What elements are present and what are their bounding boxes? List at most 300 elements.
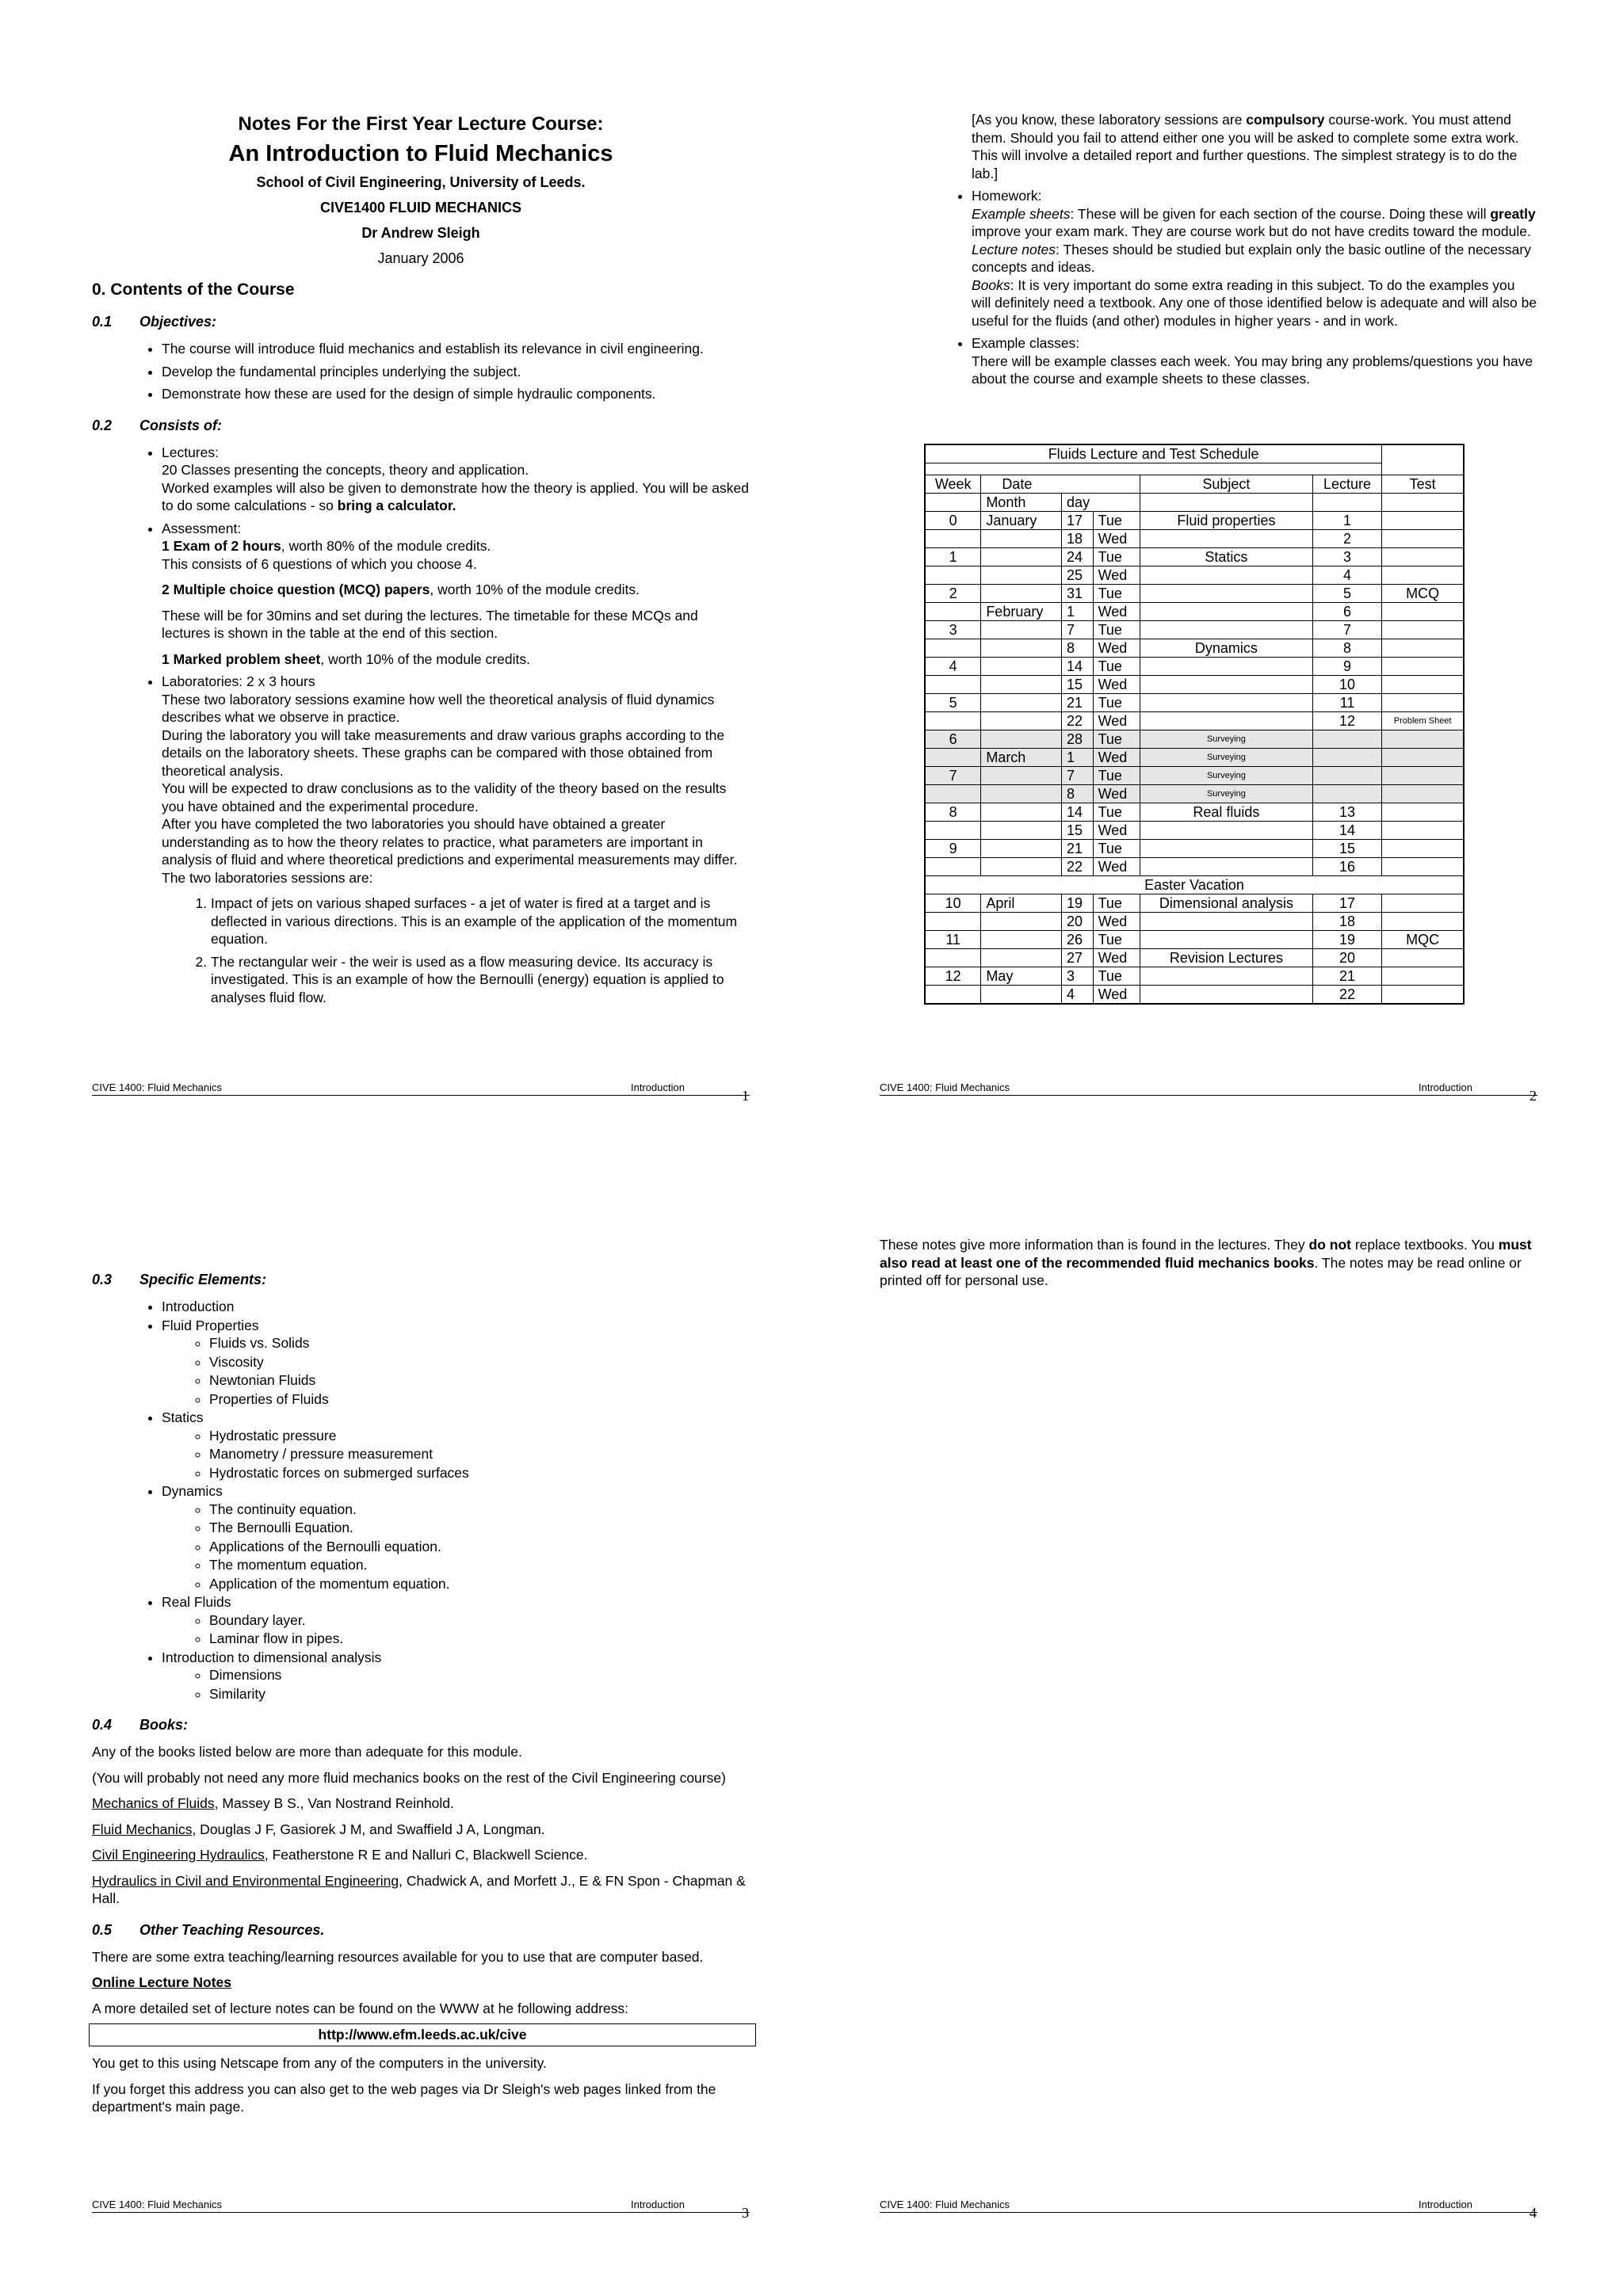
table-cell <box>1140 566 1313 585</box>
table-cell: Wed <box>1093 712 1140 730</box>
table-cell: 17 <box>1062 512 1094 530</box>
date-line: January 2006 <box>377 250 464 266</box>
table-cell <box>981 712 1062 730</box>
section-0-5-heading: 0.5 Other Teaching Resources. <box>92 1921 325 1938</box>
table-cell: 22 <box>1062 858 1094 876</box>
table-cell: 14 <box>1062 658 1094 676</box>
table-cell: 8 <box>925 803 981 822</box>
sub-list-item: ◦ The Bernoulli Equation. <box>209 1519 750 1537</box>
table-cell: 15 <box>1062 676 1094 694</box>
sub-list-item: ◦ Fluids vs. Solids <box>209 1334 750 1352</box>
table-cell <box>981 840 1062 858</box>
table-cell <box>1140 858 1313 876</box>
book-title: Mechanics of Fluids <box>92 1795 215 1811</box>
table-cell: 22 <box>1062 712 1094 730</box>
table-row <box>925 603 1464 621</box>
table-cell: Tue <box>1093 621 1140 639</box>
table-cell: 16 <box>1312 858 1381 876</box>
col-month: Month <box>981 494 1062 512</box>
title-block <box>92 111 750 271</box>
list-item: • The course will introduce fluid mechanics and establish its relevance in civil engineering. <box>162 340 750 358</box>
table-cell: Wed <box>1093 858 1140 876</box>
sub-list-item: ◦ The continuity equation. <box>209 1501 750 1519</box>
list-item <box>162 1649 750 1703</box>
page-4 <box>880 1236 1537 1290</box>
sub-list-item: ◦ Laminar flow in pipes. <box>209 1630 750 1648</box>
list-item-lectures: • Lectures: 20 Classes presenting the concepts, theory and application. Worked examples will also be given to demonstrate how the theory is applied. You will be asked to do some calculations - so bring a calculator. <box>162 444 750 515</box>
table-cell <box>925 639 981 658</box>
schedule-table <box>924 444 1465 1005</box>
table-cell: Surveying <box>1140 749 1313 767</box>
list-item: 1. Impact of jets on various shaped surfaces - a jet of water is fired at a target and is deflected in various directions. This is an example of the application of the momentum equation. <box>211 894 750 948</box>
table-cell <box>981 730 1062 749</box>
table-cell <box>1382 822 1464 840</box>
table-cell: Tue <box>1093 658 1140 676</box>
page-2-footer: CIVE 1400: Fluid Mechanics Introduction 2 <box>880 1077 1537 1096</box>
table-cell: Wed <box>1093 530 1140 548</box>
table-cell <box>1140 840 1313 858</box>
list-item <box>162 1317 750 1409</box>
table-cell: 24 <box>1062 548 1094 566</box>
table-row <box>925 658 1464 676</box>
list-item <box>162 1409 750 1482</box>
table-cell <box>1140 621 1313 639</box>
table-cell: 5 <box>1312 585 1381 603</box>
table-cell: 28 <box>1062 730 1094 749</box>
table-cell: 6 <box>1312 603 1381 621</box>
table-cell <box>1382 767 1464 785</box>
table-cell <box>981 949 1062 967</box>
consists-list <box>92 444 750 887</box>
table-cell: Surveying <box>1140 767 1313 785</box>
table-cell <box>1140 658 1313 676</box>
table-cell <box>925 858 981 876</box>
table-cell <box>925 603 981 621</box>
table-cell: Fluid properties <box>1140 512 1313 530</box>
table-cell: 13 <box>1312 803 1381 822</box>
table-row <box>925 566 1464 585</box>
table-row <box>925 785 1464 803</box>
table-cell: Tue <box>1093 548 1140 566</box>
table-cell <box>925 566 981 585</box>
table-cell: 5 <box>925 694 981 712</box>
table-cell: 7 <box>925 767 981 785</box>
table-cell <box>981 530 1062 548</box>
table-cell <box>1140 986 1313 1005</box>
table-row <box>925 949 1464 967</box>
table-cell <box>1382 548 1464 566</box>
table-cell: 27 <box>1062 949 1094 967</box>
list-item-label: Introduction <box>162 1299 235 1314</box>
table-cell <box>1382 894 1464 913</box>
table-cell <box>1140 603 1313 621</box>
table-cell <box>981 822 1062 840</box>
table-cell: Statics <box>1140 548 1313 566</box>
table-cell: 9 <box>925 840 981 858</box>
table-cell: Problem Sheet <box>1382 712 1464 730</box>
table-cell <box>981 694 1062 712</box>
list-item-example-classes: • Example classes: There will be example classes each week. You may bring any problems/questions you have about the course and example sheets to these classes. <box>972 334 1537 388</box>
sub-list-item: ◦ Similarity <box>209 1685 750 1703</box>
page-1-footer: CIVE 1400: Fluid Mechanics Introduction 1 <box>92 1077 750 1096</box>
table-cell: 1 <box>1062 603 1094 621</box>
table-cell: 21 <box>1062 840 1094 858</box>
table-cell <box>1140 967 1313 986</box>
books-list <box>92 1794 750 1908</box>
table-row <box>925 676 1464 694</box>
list-item <box>162 1298 750 1316</box>
table-cell <box>1312 785 1381 803</box>
schedule-title: Fluids Lecture and Test Schedule <box>925 444 1382 463</box>
table-cell: Tue <box>1093 694 1140 712</box>
table-cell: 9 <box>1312 658 1381 676</box>
table-cell: Tue <box>1093 803 1140 822</box>
section-0-2-heading: 0.2 Consists of: <box>92 417 223 433</box>
section-0-1-heading: 0.1 Objectives: <box>92 314 217 330</box>
table-cell <box>925 676 981 694</box>
table-cell <box>1382 658 1464 676</box>
table-cell <box>925 913 981 931</box>
table-cell <box>981 639 1062 658</box>
table-cell: May <box>981 967 1062 986</box>
sub-list-item: ◦ Applications of the Bernoulli equation. <box>209 1538 750 1556</box>
sub-list-item: ◦ Properties of Fluids <box>209 1390 750 1409</box>
book-details: , Featherstone R E and Nalluri C, Blackwell Science. <box>264 1847 588 1863</box>
table-cell: Tue <box>1093 840 1140 858</box>
table-cell: MCQ <box>1382 585 1464 603</box>
access-text-2: If you forget this address you can also get to the web pages via Dr Sleigh's web pages linked from the department's main page. <box>92 2081 716 2115</box>
table-cell <box>981 548 1062 566</box>
table-cell: 19 <box>1062 894 1094 913</box>
list-item <box>162 1593 750 1648</box>
books-intro: Any of the books listed below are more than adequate for this module. <box>92 1744 522 1760</box>
section-0-4-heading: 0.4 Books: <box>92 1717 189 1733</box>
table-cell: 4 <box>1062 986 1094 1005</box>
table-cell: 31 <box>1062 585 1094 603</box>
table-cell: Surveying <box>1140 730 1313 749</box>
table-cell <box>981 767 1062 785</box>
sub-list <box>162 1334 750 1408</box>
table-cell <box>1382 803 1464 822</box>
table-cell <box>1382 949 1464 967</box>
table-cell: 12 <box>1312 712 1381 730</box>
table-row <box>925 967 1464 986</box>
table-row <box>925 986 1464 1005</box>
table-row <box>925 803 1464 822</box>
table-cell: Wed <box>1093 822 1140 840</box>
page-4-footer: CIVE 1400: Fluid Mechanics Introduction 4 <box>880 2195 1537 2213</box>
table-cell <box>1140 694 1313 712</box>
title-line-2: An Introduction to Fluid Mechanics <box>228 141 613 166</box>
table-cell: Wed <box>1093 913 1140 931</box>
table-cell: Surveying <box>1140 785 1313 803</box>
table-cell <box>1382 621 1464 639</box>
table-cell <box>1382 530 1464 548</box>
table-cell: Wed <box>1093 676 1140 694</box>
page-1 <box>92 111 750 1011</box>
section-0-heading: 0. Contents of the Course <box>92 280 295 299</box>
table-cell <box>925 749 981 767</box>
col-subject: Subject <box>1140 475 1313 494</box>
table-row <box>925 840 1464 858</box>
table-cell: 6 <box>925 730 981 749</box>
table-cell: Wed <box>1093 566 1140 585</box>
table-cell <box>1382 676 1464 694</box>
table-cell <box>1312 749 1381 767</box>
sub-list-item: ◦ Hydrostatic forces on submerged surfaces <box>209 1464 750 1482</box>
table-row <box>925 931 1464 949</box>
sub-list <box>162 1427 750 1482</box>
sub-list-item: ◦ Manometry / pressure measurement <box>209 1445 750 1463</box>
table-cell: March <box>981 749 1062 767</box>
table-cell: 7 <box>1062 621 1094 639</box>
table-row <box>925 621 1464 639</box>
table-cell: 14 <box>1312 822 1381 840</box>
table-cell: Tue <box>1093 967 1140 986</box>
url-link[interactable]: http://www.efm.leeds.ac.uk/cive <box>89 2023 756 2046</box>
table-cell <box>1382 566 1464 585</box>
table-cell: 7 <box>1062 767 1094 785</box>
table-cell: 4 <box>925 658 981 676</box>
list-item-label: Introduction to dimensional analysis <box>162 1649 382 1665</box>
table-cell: 15 <box>1062 822 1094 840</box>
table-cell: 26 <box>1062 931 1094 949</box>
table-cell <box>981 585 1062 603</box>
page-3 <box>92 1272 750 2116</box>
page-3-footer: CIVE 1400: Fluid Mechanics Introduction 3 <box>92 2195 750 2213</box>
table-row <box>925 767 1464 785</box>
table-cell: 11 <box>925 931 981 949</box>
table-cell: 25 <box>1062 566 1094 585</box>
sub-list <box>162 1611 750 1648</box>
vacation-cell: Easter Vacation <box>925 876 1464 894</box>
table-cell <box>1140 676 1313 694</box>
table-cell: 2 <box>925 585 981 603</box>
objectives-list <box>92 340 750 403</box>
book-title: Hydraulics in Civil and Environmental Engineering <box>92 1872 399 1889</box>
col-day: day <box>1062 494 1140 512</box>
table-cell <box>1382 639 1464 658</box>
book-details: , Massey B S., Van Nostrand Reinhold. <box>214 1795 454 1811</box>
table-cell <box>981 803 1062 822</box>
table-cell <box>1140 822 1313 840</box>
table-cell: April <box>981 894 1062 913</box>
table-cell <box>1382 603 1464 621</box>
lab-note: [As you know, these laboratory sessions are compulsory course-work. You must attend them. Should you fail to attend either one you will be asked to complete some extra work. This will involve a detailed report and further questions. The simplest strategy is to do the lab.] <box>972 112 1519 181</box>
table-row <box>925 585 1464 603</box>
table-cell: 8 <box>1062 785 1094 803</box>
table-cell <box>1312 730 1381 749</box>
table-row <box>925 730 1464 749</box>
book-title: Civil Engineering Hydraulics <box>92 1847 265 1863</box>
list-item-laboratories: • Laboratories: 2 x 3 hours These two laboratory sessions examine how well the theoretical analysis of fluid dynamics describes what we observe in practice. During the laboratory you will take measurements and draw various graphs according to the details on the laboratory sheets. These graphs can be compared with those obtained from theoretical analysis. You will be expected to draw conclusions as to the validity of the theory based on the results you have obtained and the experimental procedure. After you have completed the two laboratories you should have obtained a greater understanding as to how the theory relates to practice, what parameters are important in analysis of fluid and where theoretical predictions and experimental measurements may differ. The two laboratories sessions are: <box>162 673 750 887</box>
table-row <box>925 858 1464 876</box>
sub-list-item: ◦ Dimensions <box>209 1666 750 1684</box>
table-cell: Dimensional analysis <box>1140 894 1313 913</box>
table-cell <box>981 658 1062 676</box>
list-item <box>162 1482 750 1592</box>
section-0-3-heading: 0.3 Specific Elements: <box>92 1272 267 1287</box>
table-cell <box>981 621 1062 639</box>
table-row <box>925 712 1464 730</box>
table-cell: February <box>981 603 1062 621</box>
table-cell <box>1140 585 1313 603</box>
table-cell: 15 <box>1312 840 1381 858</box>
table-cell: Real fluids <box>1140 803 1313 822</box>
author-line: Dr Andrew Sleigh <box>361 225 480 241</box>
table-row <box>925 512 1464 530</box>
access-text-1: You get to this using Netscape from any of the computers in the university. <box>92 2055 547 2071</box>
sub-list-item: ◦ Hydrostatic pressure <box>209 1427 750 1445</box>
table-cell <box>981 858 1062 876</box>
book-entry <box>92 1821 750 1839</box>
table-cell: 3 <box>925 621 981 639</box>
table-cell: 14 <box>1062 803 1094 822</box>
table-cell: 10 <box>1312 676 1381 694</box>
table-cell: 19 <box>1312 931 1381 949</box>
module-line: CIVE1400 FLUID MECHANICS <box>319 200 522 215</box>
table-cell: Wed <box>1093 949 1140 967</box>
table-row <box>925 639 1464 658</box>
page-number: 4 <box>1529 2205 1537 2221</box>
page-number: 3 <box>742 2205 749 2221</box>
table-cell <box>1382 967 1464 986</box>
list-item: • Demonstrate how these are used for the design of simple hydraulic components. <box>162 385 750 403</box>
table-cell <box>925 785 981 803</box>
table-cell: 1 <box>925 548 981 566</box>
col-week: Week <box>925 475 981 494</box>
book-entry <box>92 1794 750 1813</box>
table-cell: MQC <box>1382 931 1464 949</box>
labs-sessions-list <box>92 894 750 1006</box>
table-cell <box>1382 986 1464 1005</box>
table-cell: 11 <box>1312 694 1381 712</box>
elements-list <box>92 1298 750 1703</box>
table-cell: 20 <box>1062 913 1094 931</box>
table-cell <box>925 822 981 840</box>
table-cell <box>1382 913 1464 931</box>
table-cell: 18 <box>1312 913 1381 931</box>
table-cell: Revision Lectures <box>1140 949 1313 967</box>
notes-paragraph: These notes give more information than is found in the lectures. They do not replace textbooks. You must also read at least one of the recommended fluid mechanics books. The notes may be read online or printed off for personal use. <box>880 1237 1532 1288</box>
table-cell <box>1382 858 1464 876</box>
table-cell <box>1140 913 1313 931</box>
list-item-label: Dynamics <box>162 1483 223 1499</box>
table-cell: Wed <box>1093 986 1140 1005</box>
table-cell: January <box>981 512 1062 530</box>
table-cell: 7 <box>1312 621 1381 639</box>
table-cell: 3 <box>1312 548 1381 566</box>
table-cell: 3 <box>1062 967 1094 986</box>
sub-list <box>162 1501 750 1593</box>
table-cell: 8 <box>1312 639 1381 658</box>
table-cell <box>1140 530 1313 548</box>
table-cell <box>1312 767 1381 785</box>
table-cell: Tue <box>1093 931 1140 949</box>
table-cell <box>1382 694 1464 712</box>
table-cell: Tue <box>1093 894 1140 913</box>
table-cell <box>981 676 1062 694</box>
table-cell: 4 <box>1312 566 1381 585</box>
books-note: (You will probably not need any more fluid mechanics books on the rest of the Civil Engineering course) <box>92 1769 726 1786</box>
table-row <box>925 913 1464 931</box>
table-cell: Wed <box>1093 749 1140 767</box>
table-cell: 8 <box>1062 639 1094 658</box>
list-item: • Develop the fundamental principles underlying the subject. <box>162 363 750 381</box>
table-cell <box>1382 840 1464 858</box>
table-row <box>925 876 1464 894</box>
table-cell: Tue <box>1093 585 1140 603</box>
list-item-label: Real Fluids <box>162 1594 231 1610</box>
sub-list-item: ◦ The momentum equation. <box>209 1556 750 1574</box>
table-cell: 10 <box>925 894 981 913</box>
book-entry <box>92 1846 750 1864</box>
table-cell <box>1382 730 1464 749</box>
col-test: Test <box>1382 475 1464 494</box>
table-cell: 1 <box>1062 749 1094 767</box>
table-cell: 18 <box>1062 530 1094 548</box>
table-row <box>925 548 1464 566</box>
table-cell <box>1382 512 1464 530</box>
col-date: Date <box>981 475 1140 494</box>
table-cell: Tue <box>1093 512 1140 530</box>
sub-list-item: ◦ Application of the momentum equation. <box>209 1575 750 1593</box>
table-cell <box>925 949 981 967</box>
table-cell: Tue <box>1093 730 1140 749</box>
sub-list-item: ◦ Boundary layer. <box>209 1611 750 1630</box>
book-entry <box>92 1872 750 1908</box>
table-cell: Wed <box>1093 639 1140 658</box>
table-cell <box>981 913 1062 931</box>
page-number: 1 <box>742 1088 749 1104</box>
table-cell <box>981 566 1062 585</box>
table-cell <box>925 530 981 548</box>
resources-intro: There are some extra teaching/learning resources available for you to use that are computer based. <box>92 1948 704 1965</box>
table-cell: 20 <box>1312 949 1381 967</box>
table-cell <box>1382 785 1464 803</box>
sub-list <box>162 1666 750 1703</box>
table-cell: 1 <box>1312 512 1381 530</box>
list-item-label: Fluid Properties <box>162 1317 259 1333</box>
table-row <box>925 822 1464 840</box>
book-details: , Douglas J F, Gasiorek J M, and Swaffield J A, Longman. <box>192 1821 545 1837</box>
table-cell: Tue <box>1093 767 1140 785</box>
table-cell <box>981 785 1062 803</box>
table-cell: 2 <box>1312 530 1381 548</box>
table-cell: Wed <box>1093 785 1140 803</box>
sub-list-item: ◦ Viscosity <box>209 1353 750 1371</box>
book-details: , Chadwick A, and Morfett J., E & FN Spon - Chapman & Hall. <box>92 1872 746 1906</box>
table-cell <box>1140 712 1313 730</box>
list-item: 2. The rectangular weir - the weir is used as a flow measuring device. Its accuracy is investigated. This is an example of how the Bernoulli (energy) equation is applied to analyses fluid flow. <box>211 953 750 1007</box>
table-cell <box>925 986 981 1005</box>
list-item-label: Statics <box>162 1409 204 1425</box>
col-lecture: Lecture <box>1312 475 1381 494</box>
table-cell <box>981 931 1062 949</box>
table-row <box>925 894 1464 913</box>
table-cell: 22 <box>1312 986 1381 1005</box>
table-cell: Dynamics <box>1140 639 1313 658</box>
table-cell: 12 <box>925 967 981 986</box>
list-item-assessment: • Assessment: 1 Exam of 2 hours, worth 80% of the module credits. This consists of 6 questions of which you choose 4. 2 Multiple choice question (MCQ) papers, worth 10% of the module credits. These will be for 30mins and set during the lectures. The timetable for these MCQs and lectures is shown in the table at the end of this section. 1 Marked problem sheet, worth 10% of the module credits. <box>162 520 750 669</box>
table-cell: Wed <box>1093 603 1140 621</box>
online-notes-text: A more detailed set of lecture notes can be found on the WWW at he following address: <box>92 2000 629 2016</box>
table-cell: 0 <box>925 512 981 530</box>
book-title: Fluid Mechanics <box>92 1821 193 1837</box>
table-cell <box>925 712 981 730</box>
school-line: School of Civil Engineering, University of Leeds. <box>256 174 586 190</box>
table-cell: 21 <box>1312 967 1381 986</box>
